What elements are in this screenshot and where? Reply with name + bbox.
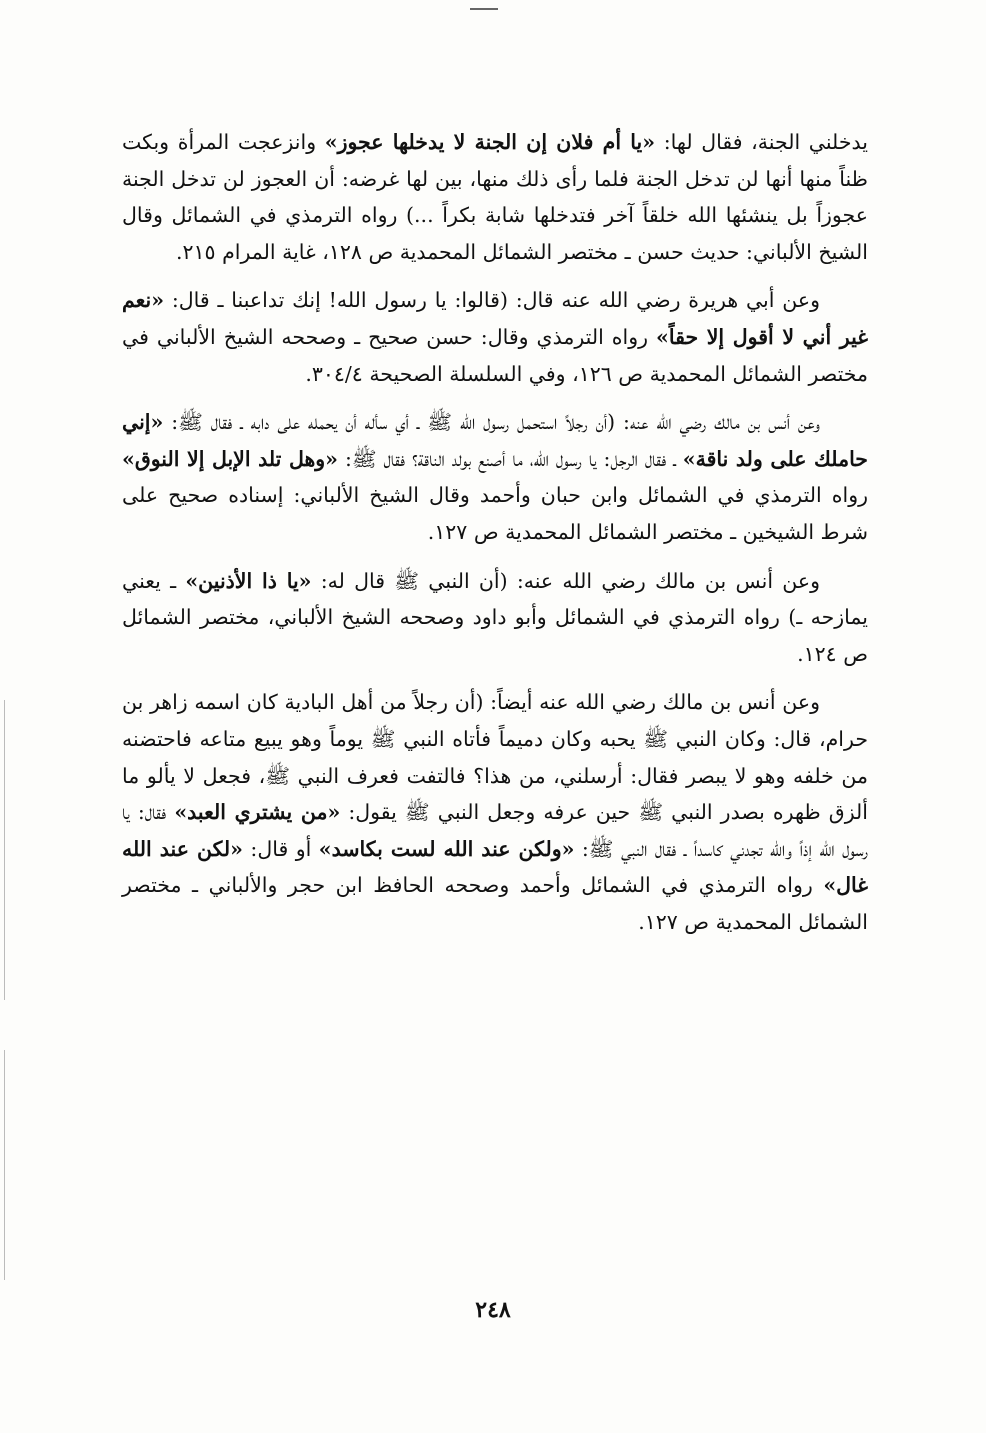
page-number: ٢٤٨ xyxy=(475,1297,511,1323)
text-run: رواه الترمذي في الشمائل وأحمد وصححه الحافظ ابن حجر والألباني ـ مختصر الشمائل المحمدية ص ١٢٧. xyxy=(122,873,868,934)
text-run: وعن أبي هريرة رضي الله عنه قال: (قالوا: يا رسول الله! إنك تداعبنا ـ قال: xyxy=(164,288,820,313)
paragraph xyxy=(122,404,868,550)
paragraph xyxy=(122,684,868,940)
paragraph xyxy=(122,563,868,673)
text-run: فقال: يا رسول الله إذاً والله تجدني كاسداً ـ فقال النبي ﷺ: xyxy=(122,800,869,861)
hadith-quote: «نعم غير أني لا أقول إلا حقاً» xyxy=(122,288,868,349)
paragraph xyxy=(122,282,868,392)
text-run: رواه الترمذي في الشمائل وابن حبان وأحمد وقال الشيخ الألباني: إسناده صحيح على شرط الشيخين ـ مختصر الشمائل المحمدية ص ١٢٧. xyxy=(122,483,868,544)
scan-edge-mark xyxy=(4,700,5,1000)
scan-edge-mark xyxy=(4,1050,5,1280)
hadith-quote: «يا أم فلان إن الجنة لا يدخلها عجوز» xyxy=(324,130,656,154)
paragraph xyxy=(122,124,868,270)
text-run: ـ فقال الرجل: يا رسول الله، ما أصنع بولد الناقة؟ فقال ﷺ: xyxy=(338,446,683,471)
text-run: وانزعجت المرأة وبكت ظناً منها أنها لن تدخل الجنة فلما رأى ذلك منها، بين لها غرضه: أن العجوز لن تدخل الجنة عجوزاً بل ينشئها الله خلقاً آخر فتدخلها شابة بكراً ...) رواه الترمذي في الشمائل وقال الشيخ الألباني: حديث حسن ـ مختصر الشمائل المحمدية ص ١٢٨، غاية المرام ٢١٥. xyxy=(122,130,868,264)
text-run: أو قال: xyxy=(243,836,319,861)
hadith-quote: «من يشتري العبد» xyxy=(174,800,341,825)
hadith-quote: «ولكن عند الله لست بكاسد» xyxy=(318,836,575,861)
hadith-quote: «لكن عند الله غال» xyxy=(122,836,868,898)
text-run: رواه الترمذي وقال: حسن صحيح ـ وصححه الشيخ الألباني في مختصر الشمائل المحمدية ص ١٢٦، وفي السلسلة الصحيحة ٣٠٤/٤. xyxy=(122,324,868,386)
text-run: وعن أنس بن مالك رضي الله عنه: (أن رجلاً استحمل رسول الله ﷺ ـ أي سأله أن يحمله على دابه ـ فقال ﷺ: xyxy=(163,410,820,435)
text-run: وعن أنس بن مالك رضي الله عنه: (أن النبي ﷺ قال له: xyxy=(311,568,820,593)
body-text xyxy=(122,124,868,952)
top-rule xyxy=(470,8,498,10)
hadith-quote: «يا ذا الأذنين» xyxy=(185,568,312,593)
hadith-quote: «إني حاملك على ولد ناقة» xyxy=(122,410,868,471)
hadith-quote: «وهل تلد الإبل إلا النوق» xyxy=(122,446,338,471)
text-run: وعن أنس بن مالك رضي الله عنه أيضاً: (أن رجلاً من أهل البادية كان اسمه زاهر بن حرام، قال: وكان النبي ﷺ يحبه وكان دميماً فأتاه النبي ﷺ يوماً وهو يبيع متاعه فاحتضنه من خلفه وهو لا يبصر فقال: أرسلني، من هذا؟ فالتفت فعرف النبي ﷺ، فجعل لا يألو ما ألزق ظهره بصدر النبي ﷺ حين عرفه وجعل النبي ﷺ يقول: xyxy=(122,690,868,825)
text-run: يدخلني الجنة، فقال لها: xyxy=(655,130,868,154)
text-run: ـ يعني يمازحه ـ) رواه الترمذي في الشمائل وأبو داود وصححه الشيخ الألباني، مختصر الشمائل ص ١٢٤. xyxy=(122,568,868,666)
